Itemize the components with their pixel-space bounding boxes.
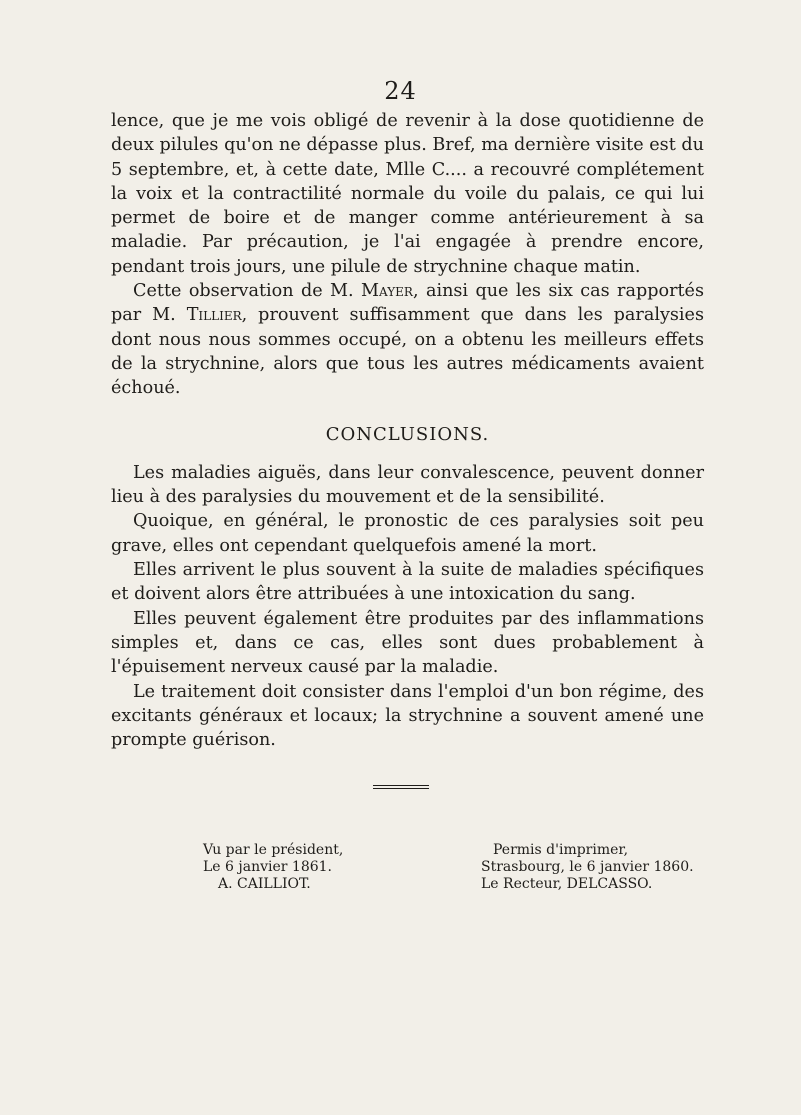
page-number: 24 (384, 77, 417, 105)
conclusion-item: Quoique, en général, le pronostic de ces paralysies soit peu grave, elles ont cependant quelquefois amené la mort. (111, 511, 704, 556)
divider-rule (373, 788, 429, 789)
approval-line: Permis d'imprimer, (493, 842, 629, 858)
conclusion-item: Les maladies aiguës, dans leur convalescence, peuvent donner lieu à des paralysies du mouvement et de la sensibilité. (111, 462, 704, 508)
text-segment: Cette observation de M. (133, 281, 362, 302)
approval-block-rector (481, 842, 694, 893)
author-name-mayer: Mayer (361, 281, 413, 302)
body-text (111, 109, 704, 752)
conclusion-item: Le traitement doit consister dans l'emploi d'un bon régime, des excitants généraux et locaux; la strychnine a souvent amené une prompte guérison. (111, 681, 704, 751)
section-divider (373, 785, 429, 791)
divider-rule (373, 785, 429, 786)
section-heading-conclusions: CONCLUSIONS. (325, 423, 490, 445)
approval-signatory: A. CAILLIOT. (218, 876, 311, 892)
text-segment: , prouvent suffisamment que dans les paralysies dont nous nous sommes occupé, on a obtenu les meilleurs effets de la strychnine, alors que tous les autres médicaments avaient échoué. (111, 305, 704, 399)
conclusion-item: Elles arrivent le plus souvent à la suite de maladies spécifiques et doivent alors être attribuées à une intoxication du sang. (111, 560, 704, 605)
conclusion-item: Elles peuvent également être produites par des inflammations simples et, dans ce cas, elles sont dues probablement à l'épuisement nerveux causé par la maladie. (111, 608, 704, 678)
approval-line: Vu par le président, (203, 842, 344, 858)
approval-date: Strasbourg, le 6 janvier 1860. (481, 859, 694, 875)
approval-block-president (203, 842, 343, 893)
paragraph-strychnine-case: lence, que je me vois obligé de revenir à la dose quotidienne de deux pilules qu'on ne dépasse plus. Bref, ma dernière visite est du 5 septembre, et, à cette date, Mlle C.... a recouvré complétement la voix et la contractilité normale du voile du palais, ce qui lui permet de boire et de manger comme antérieurement à sa maladie. Par précaution, je l'ai engagée à prendre encore, pendant trois jours, une pilule de strychnine chaque matin. (111, 111, 704, 277)
approval-signatory: Le Recteur, DELCASSO. (481, 876, 653, 892)
text-segment: , ainsi que les six cas rapportés par M. (111, 281, 704, 326)
author-name-tillier: Tillier (186, 305, 242, 326)
approval-date: Le 6 janvier 1861. (203, 859, 332, 875)
paragraph-observation-summary (111, 279, 704, 400)
